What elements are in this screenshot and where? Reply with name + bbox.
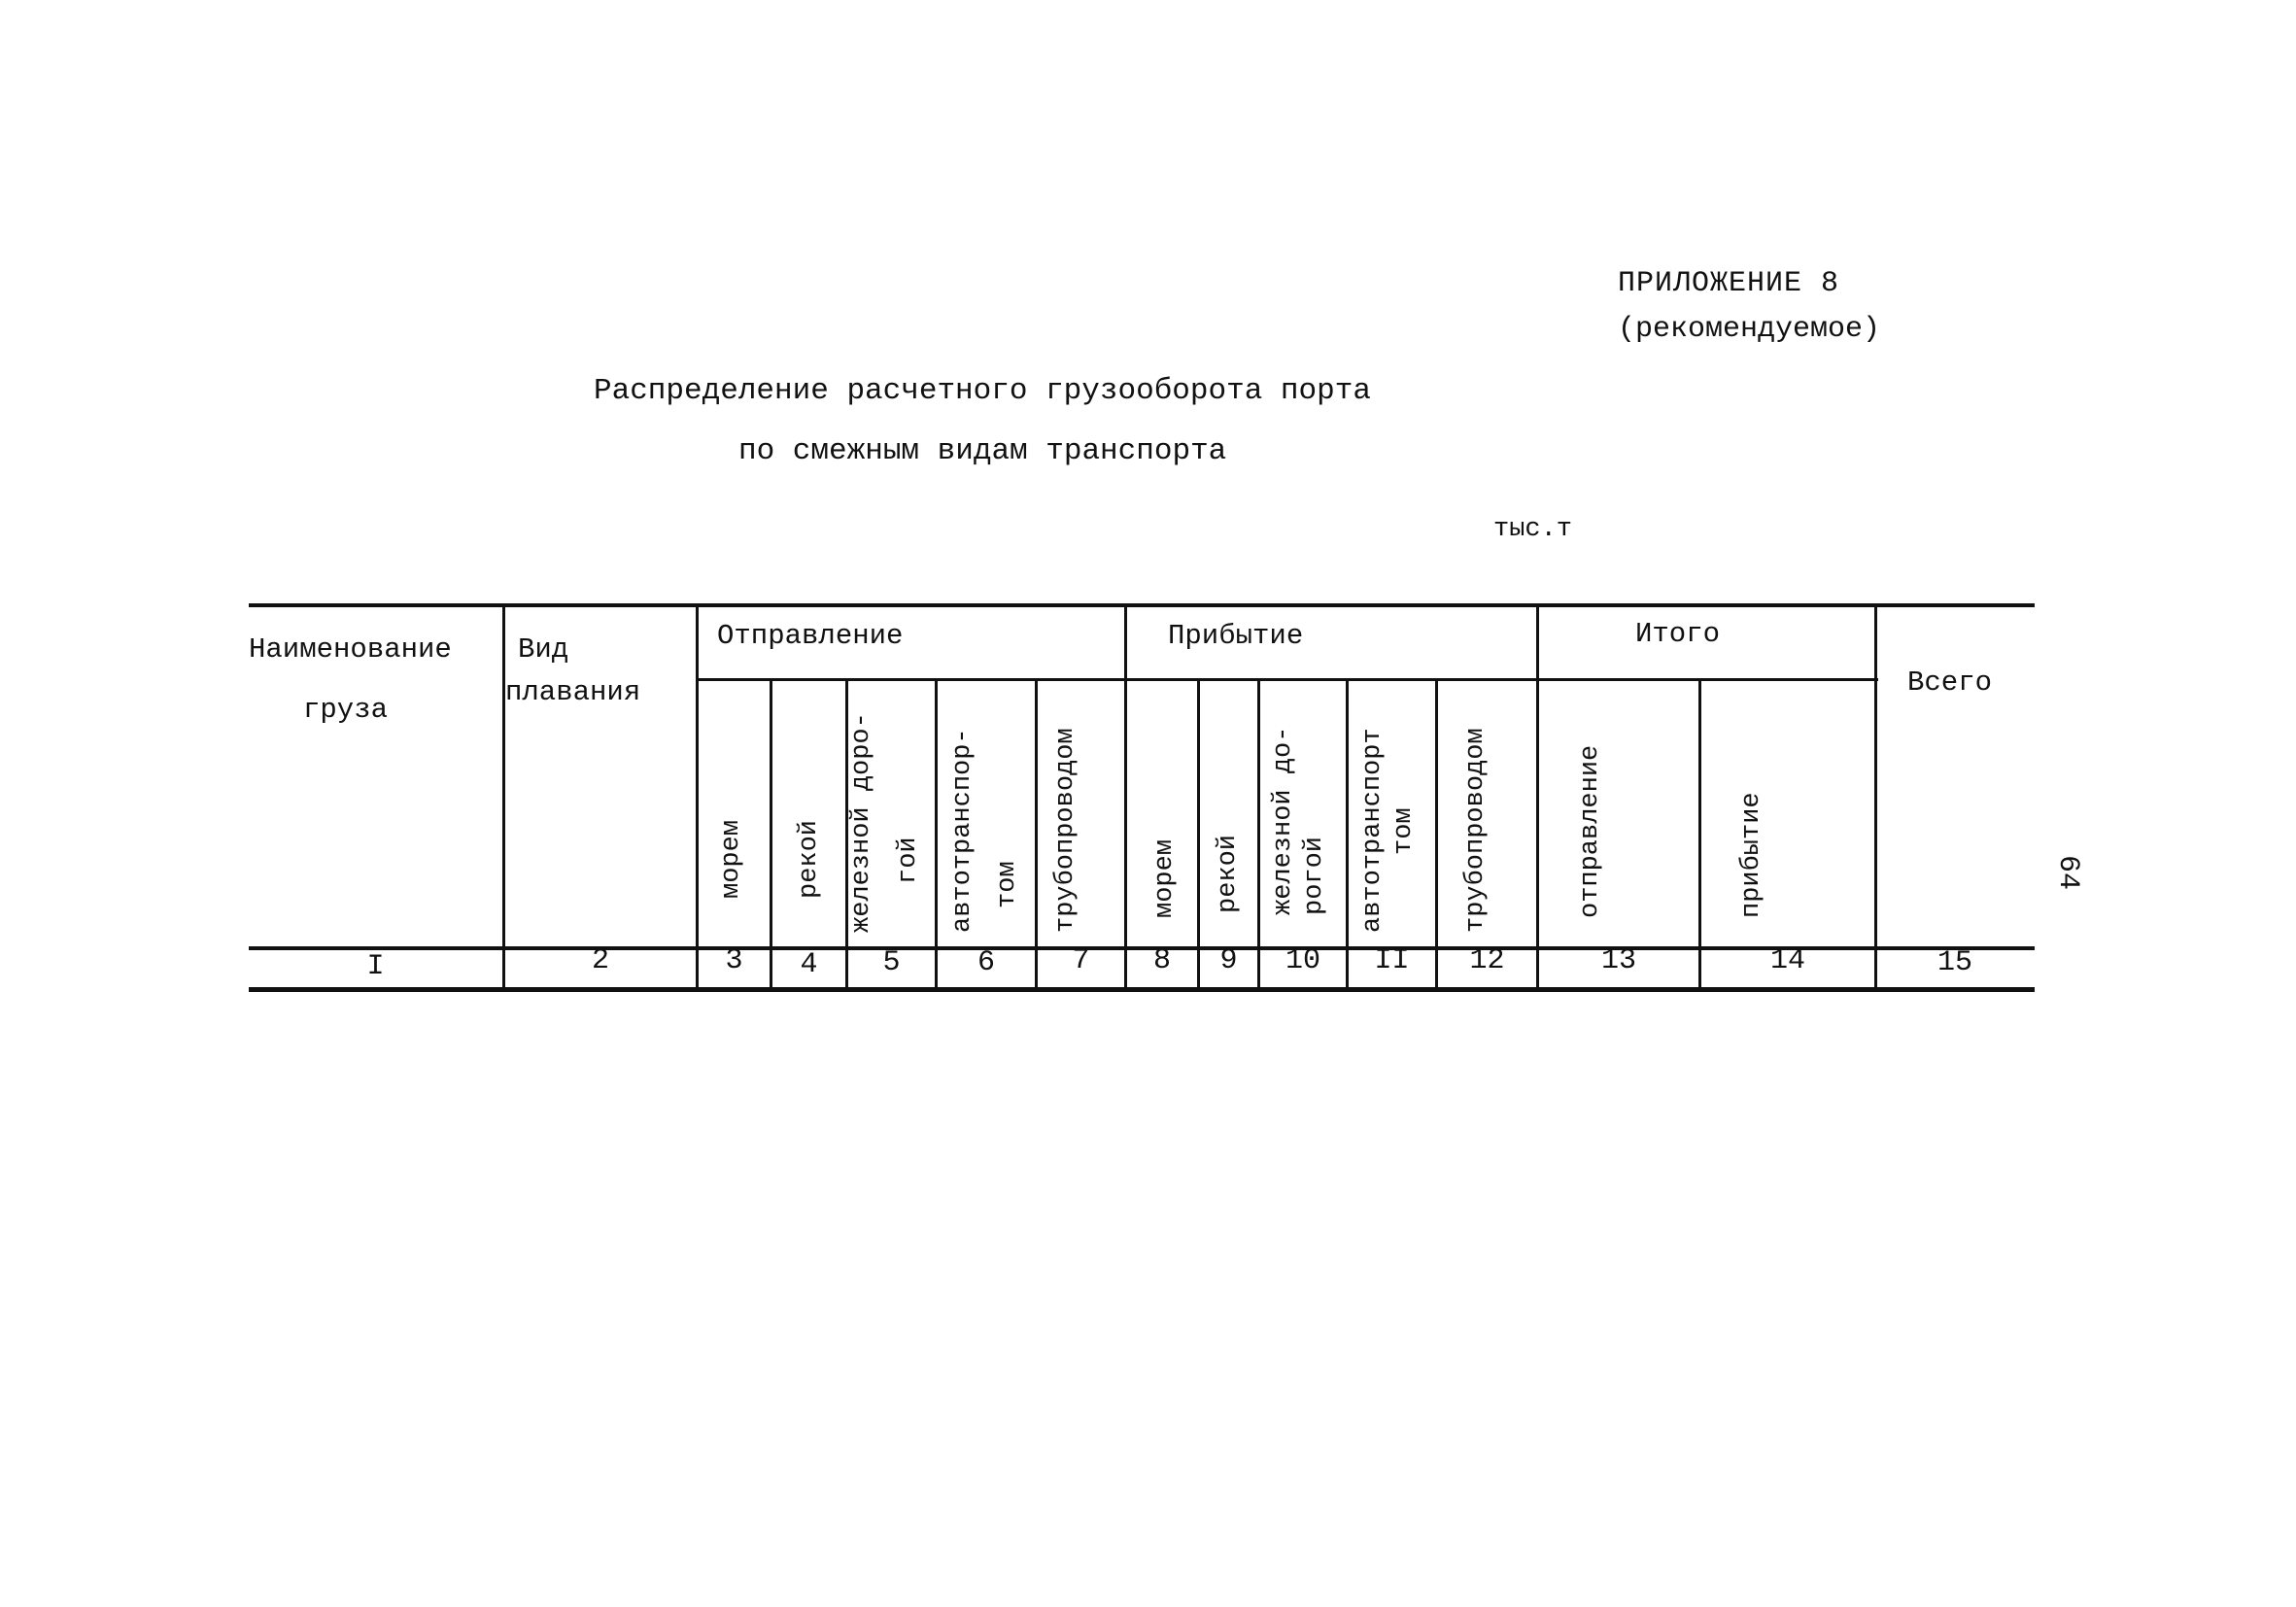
col-number-15: 15 xyxy=(1936,946,1972,979)
page-number: 64 xyxy=(2051,855,2084,891)
col-number-14: 14 xyxy=(1769,944,1805,977)
col-number-7: 7 xyxy=(1072,944,1090,977)
col-number-2: 2 xyxy=(591,944,609,977)
arr-river-header: рекой xyxy=(1214,834,1243,913)
dep-road-header-2: том xyxy=(993,861,1022,908)
col-divider-14 xyxy=(1874,605,1877,990)
table-bottom-border xyxy=(249,987,2035,992)
arr-road-header: автотранспорт xyxy=(1358,728,1388,933)
col-divider-2 xyxy=(696,605,699,990)
header-cargo-name: Наименование xyxy=(249,633,452,666)
col-number-3: 3 xyxy=(725,944,743,977)
col-number-13: 13 xyxy=(1600,944,1636,977)
arr-sea-header: морем xyxy=(1150,838,1180,918)
header-totals: Итого xyxy=(1635,618,1721,650)
header-grand-total: Всего xyxy=(1907,667,1993,699)
col-number-5: 5 xyxy=(882,946,901,979)
table-top-border xyxy=(249,603,2035,607)
col-number-1: I xyxy=(366,950,385,983)
col-number-10: 10 xyxy=(1285,944,1320,977)
document-title-line1: Распределение расчетного грузооборота порта xyxy=(594,374,1371,408)
units-label: тыс.т xyxy=(1493,515,1573,544)
header-sailing-type: Вид xyxy=(518,633,569,666)
dep-sea-header: морем xyxy=(717,819,746,899)
document-title-line2: по смежным видам транспорта xyxy=(738,434,1227,468)
col-number-6: 6 xyxy=(977,946,995,979)
col-divider-7 xyxy=(1124,605,1127,990)
dep-rail-header-2: гой xyxy=(894,837,923,884)
appendix-subtitle: (рекомендуемое) xyxy=(1618,313,1881,346)
col-divider-1 xyxy=(502,605,505,990)
arr-pipeline-header: трубопроводом xyxy=(1461,728,1491,933)
header-cargo-name-2: груза xyxy=(303,694,389,726)
appendix-title: ПРИЛОЖЕНИЕ 8 xyxy=(1618,267,1840,300)
dep-river-header: рекой xyxy=(795,819,824,899)
col-divider-5 xyxy=(935,680,938,990)
dep-road-header: автотранспор- xyxy=(948,728,977,933)
col-number-9: 9 xyxy=(1219,944,1238,977)
tot-departure-header: отправление xyxy=(1576,744,1605,918)
col-number-12: 12 xyxy=(1469,944,1505,977)
header-sailing-type-2: плавания xyxy=(505,676,641,708)
col-number-11: II xyxy=(1374,944,1410,977)
dep-rail-header: железной доро- xyxy=(847,712,876,933)
arr-road-header-2: том xyxy=(1389,807,1419,855)
arr-rail-header: железной до- xyxy=(1269,726,1298,915)
col-divider-12 xyxy=(1536,605,1539,990)
tot-arrival-header: прибытие xyxy=(1737,792,1766,918)
header-departure: Отправление xyxy=(717,620,904,652)
dep-pipeline-header: трубопроводом xyxy=(1051,728,1080,933)
header-arrival: Прибытие xyxy=(1168,620,1304,652)
col-divider-3 xyxy=(770,680,772,990)
arr-rail-header-2: рогой xyxy=(1300,836,1329,915)
col-number-4: 4 xyxy=(800,948,818,981)
col-number-8: 8 xyxy=(1152,944,1171,977)
